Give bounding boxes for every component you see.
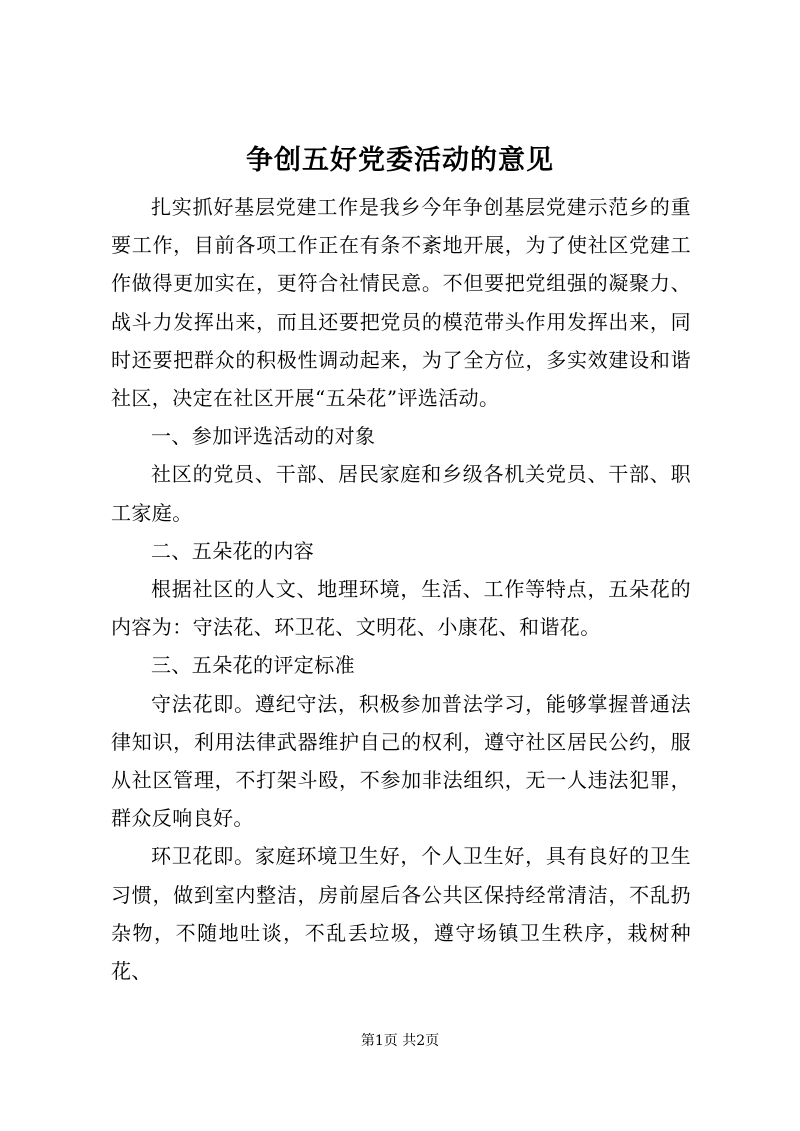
paragraph-hygiene-flower: 环卫花即。家庭环境卫生好，个人卫生好，具有良好的卫生习惯，做到室内整洁，房前屋后各公共区保持经常清洁，不乱扔杂物，不随地吐谈，不乱丢垃圾，遵守场镇卫生秩序，栽树种花、 xyxy=(111,844,691,984)
paragraph-law-flower: 守法花即。遵纪守法，积极参加普法学习，能够掌握普通法律知识，利用法律武器维护自己的权利，遵守社区居民公约，服从社区管理，不打架斗殴，不参加非法组织，无一人违法犯罪，群众反响良好。 xyxy=(111,691,691,831)
paragraph-participants: 社区的党员、干部、居民家庭和乡级各机关党员、干部、职工家庭。 xyxy=(111,462,691,525)
section-heading-2: 二、五朵花的内容 xyxy=(151,538,315,563)
page-footer: 第1页 共2页 xyxy=(360,1033,440,1049)
section-heading-1: 一、参加评选活动的对象 xyxy=(151,424,376,449)
document-title: 争创五好党委活动的意见 xyxy=(246,145,554,176)
section-heading-3: 三、五朵花的评定标准 xyxy=(151,653,355,678)
paragraph-contents: 根据社区的人文、地理环境，生活、工作等特点，五朵花的内容为：守法花、环卫花、文明花、小康花、和谐花。 xyxy=(111,577,691,640)
document-body xyxy=(111,188,691,990)
paragraph-intro: 扎实抓好基层党建工作是我乡今年争创基层党建示范乡的重要工作，目前各项工作正在有条不紊地开展，为了使社区党建工作做得更加实在，更符合社情民意。不但要把党组强的凝聚力、战斗力发挥出来，而且还要把党员的模范带头作用发挥出来，同时还要把群众的积极性调动起来，为了全方位，多实效建设和谐社区，决定在社区开展“五朵花”评选活动。 xyxy=(111,195,691,411)
